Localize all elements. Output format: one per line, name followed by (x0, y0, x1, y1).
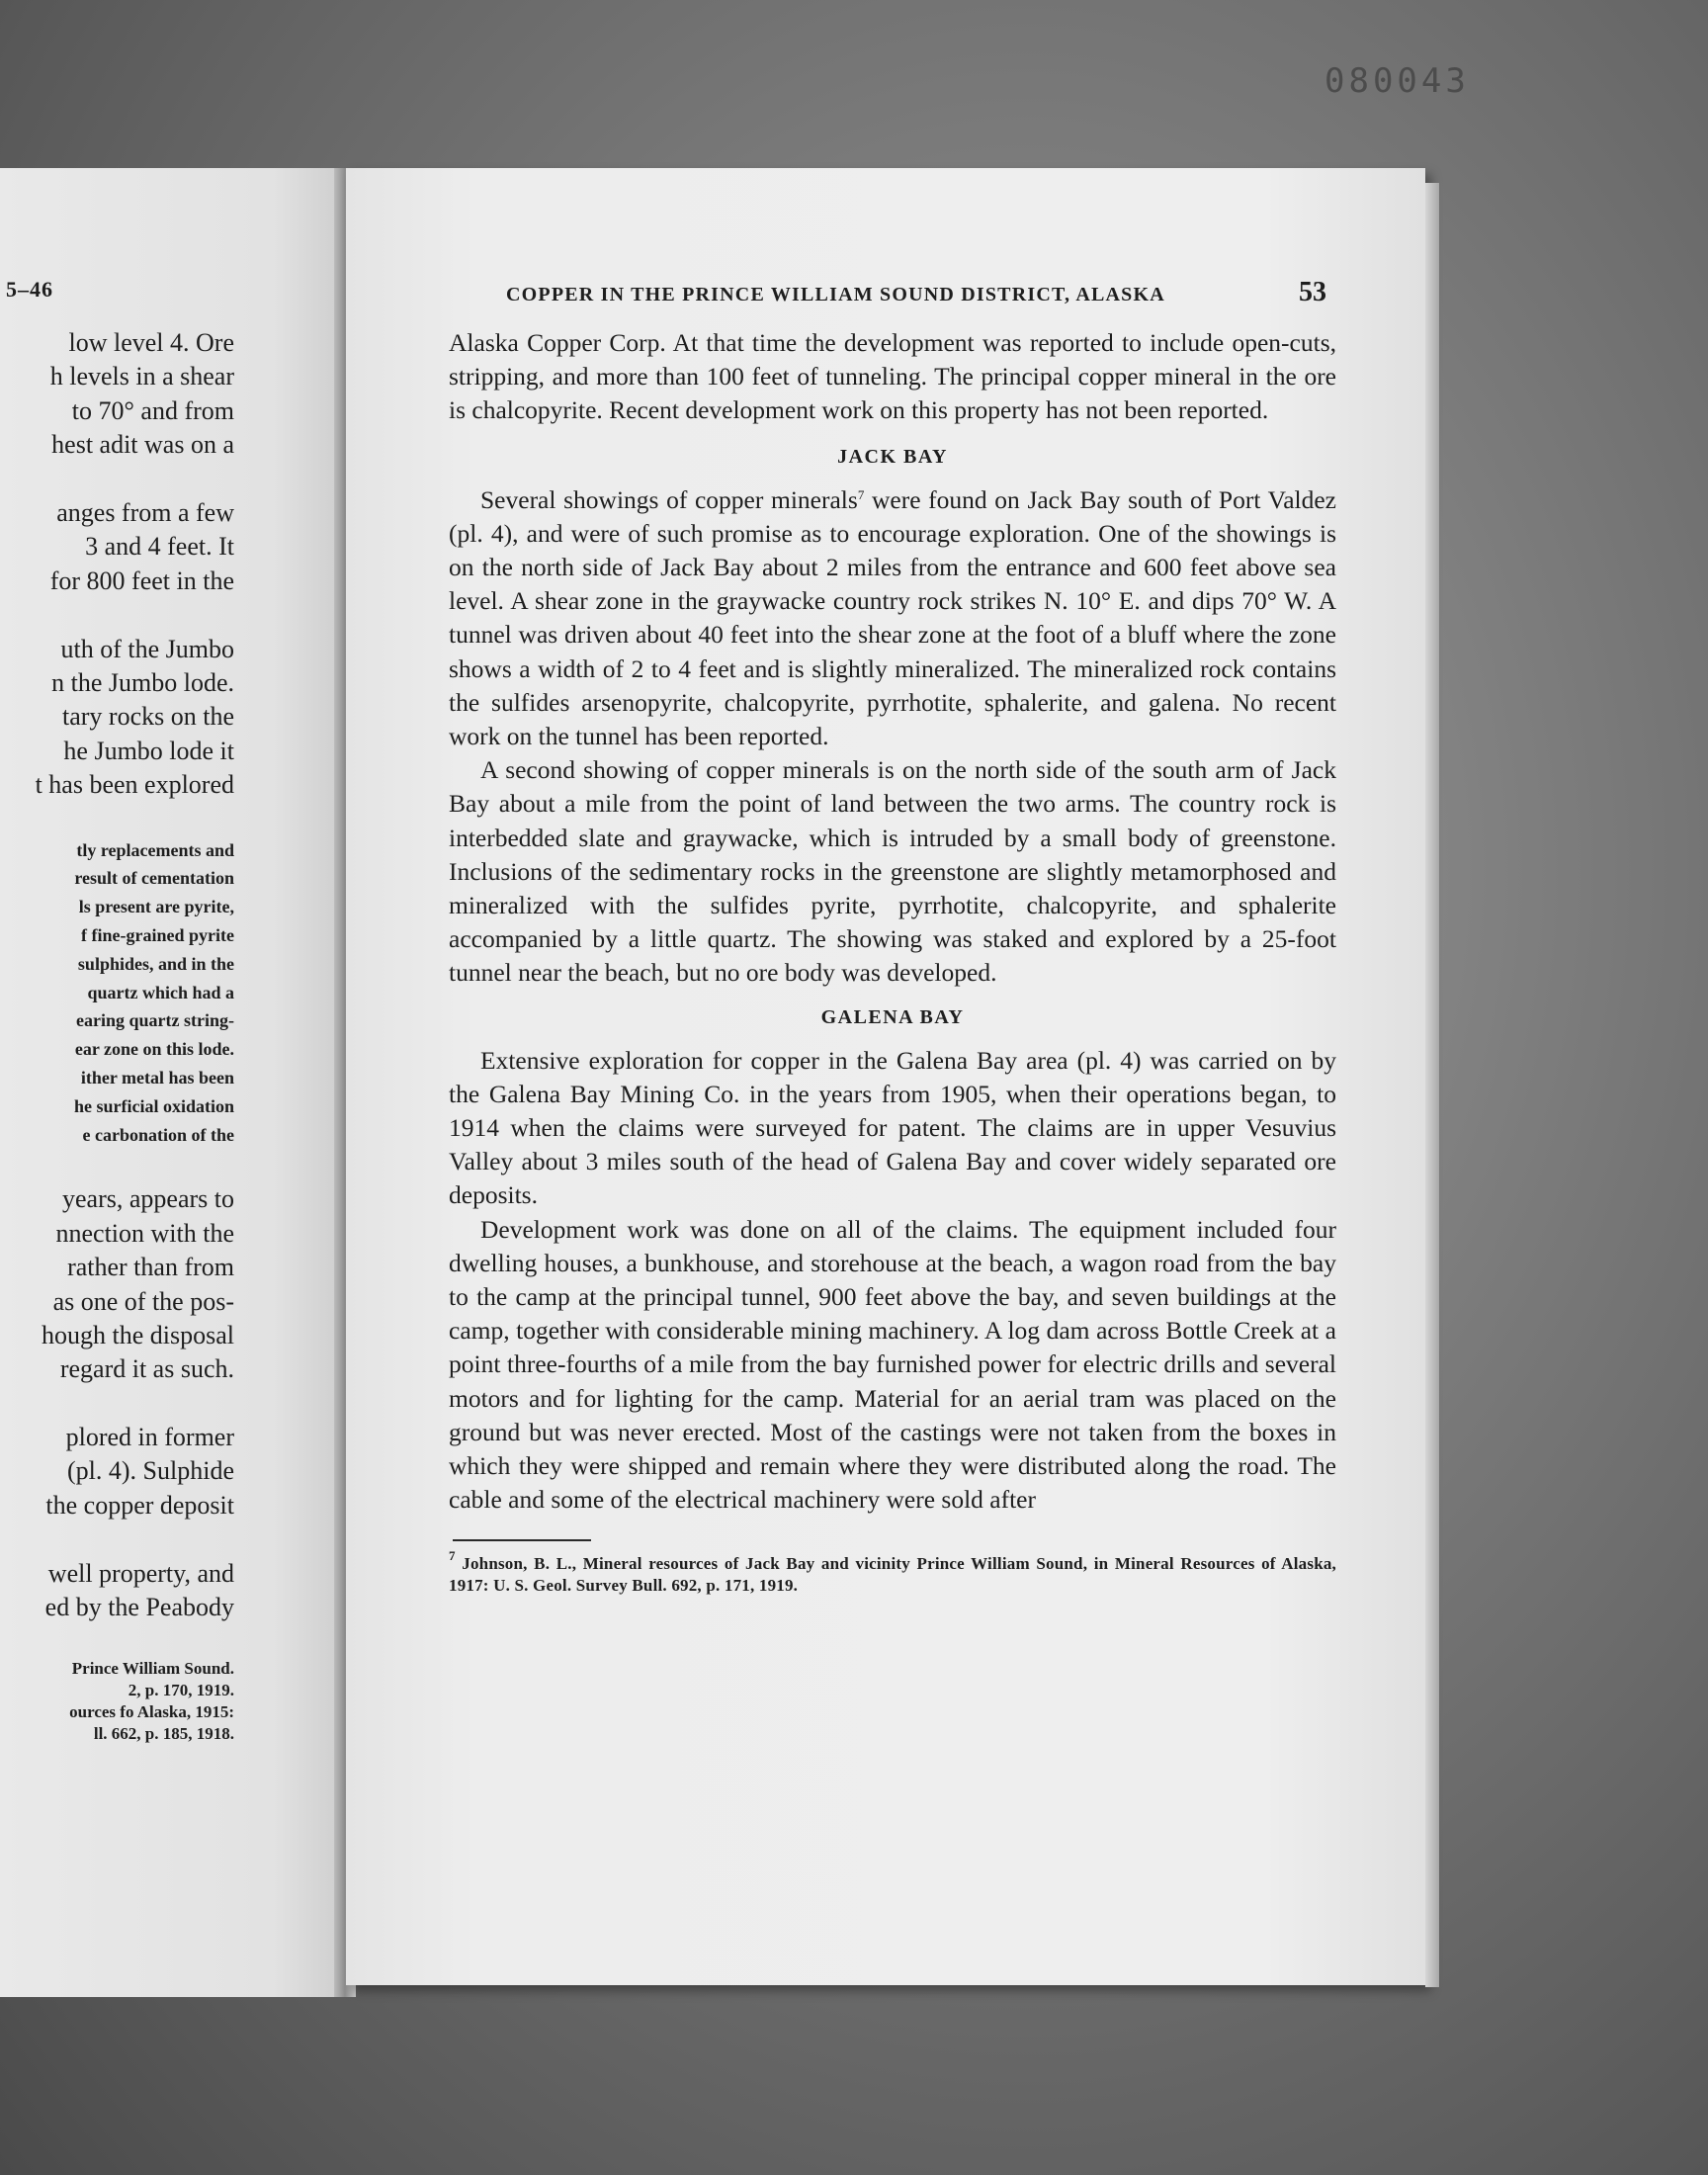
jack-bay-1-rest: were found on Jack Bay south of Port Valdez (pl. 4), and were of such promise as to encourage exploration. One of the showings is on the north side of Jack Bay about 2 miles from the entrance and 600 feet above sea level. A shear zone in the graywacke country rock strikes N. 10° E. and dips 70° W. A tunnel was driven about 40 feet into the shear zone at the foot of a bluff where the zone shows a width of 2 to 4 feet and is slightly mineralized. The mineralized rock contains the sulfides arsenopyrite, chalcopyrite, pyrrhotite, sphalerite, and galena. No recent work on the tunnel has been reported. (449, 484, 1336, 751)
left-page-line: plored in former (65, 1422, 234, 1451)
left-page-line: he surficial oxidation (73, 1095, 234, 1116)
left-page-line: Prince William Sound. (71, 1659, 234, 1679)
paragraph-galena-bay-2: Development work was done on all of the claims. The equipment included four dwelling houses, a bunkhouse, and storehouse at the beach, a wagon road from the bay to the camp at the principal tunnel, 900 feet above the bay, and seven buildings at the camp, together with considerable mining machinery. A log dam across Bottle Creek at a point three-fourths of a mile from the bay furnished power for electric drills and several motors and for lighting for the camp. Material for an aerial tram was placed on the ground but was never erected. Most of the castings were not taken from the boxes in which they were shipped and remain where they were distributed along the road. The cable and some of the electrical machinery were sold after (449, 1214, 1336, 1515)
left-page-lines-2 (0, 1182, 234, 1386)
left-page-line (0, 1522, 234, 1556)
left-page-line: f fine-grained pyrite (81, 925, 234, 946)
left-page-line: sulphides, and in the (77, 953, 234, 974)
left-page-line: years, appears to (62, 1184, 234, 1214)
left-page-line (0, 463, 234, 496)
footnote-text: Johnson, B. L., Mineral resources of Jack Bay and vicinity Prince William Sound, in Mineral Resources of Alaska, 1917: U. S. Geol. Survey Bull. 692, p. 171, 1919. (449, 1553, 1336, 1595)
left-page-line: as one of the pos- (52, 1286, 234, 1316)
page-text (449, 326, 1336, 1597)
left-page-line: t has been explored (35, 770, 234, 800)
left-page-line: the copper deposit (45, 1490, 234, 1520)
paragraph-jack-bay-2: A second showing of copper minerals is on the north side of the south arm of Jack Bay about a mile from the point of land between the two arms. The country rock is interbedded slate and graywacke, which is intruded by a small body of greenstone. Inclusions of the sedimentary rocks in the greenstone are slightly metamorphosed and mineralized with the sulfides pyrite, pyrrhotite, chalcopyrite, and sphalerite accompanied by a little quartz. The showing was staked and explored by a 25-foot tunnel near the beach, but no ore body was developed. (449, 755, 1336, 988)
left-page-line: ed by the Peabody (44, 1592, 234, 1621)
left-page-line: hest adit was on a (51, 430, 234, 460)
left-page-line: ither metal has been (80, 1068, 234, 1088)
running-head (506, 277, 1326, 308)
left-page-line: low level 4. Ore (68, 328, 234, 357)
left-page-line: tly replacements and (76, 839, 234, 860)
heading-jack-bay: JACK BAY (837, 445, 948, 468)
jack-bay-1-start: Several showings of copper minerals (480, 484, 858, 514)
left-page-line: rather than from (67, 1253, 234, 1282)
running-head-title: COPPER IN THE PRINCE WILLIAM SOUND DISTRICT, ALASKA (506, 284, 1165, 305)
footnote-marker: 7 (449, 1547, 456, 1563)
left-page-lines-3 (0, 1421, 234, 1624)
page-53 (346, 168, 1425, 1985)
left-page (0, 168, 341, 1997)
left-page-line: anges from a few (56, 498, 234, 528)
footnote (449, 1547, 1336, 1597)
left-page-line: ll. 662, p. 185, 1918. (93, 1724, 234, 1744)
left-page-small-lines (0, 836, 234, 1150)
left-page-line: quartz which had a (87, 982, 234, 1002)
left-page-body (0, 326, 234, 1745)
heading-galena-bay: GALENA BAY (820, 1005, 965, 1028)
left-page-line: ear zone on this lode. (74, 1039, 234, 1060)
paragraph-jack-bay-1 (449, 483, 1336, 754)
left-page-line: earing quartz string- (76, 1010, 234, 1031)
scan-id-stamp: 080043 (1324, 61, 1470, 101)
page-edge (1425, 183, 1439, 1987)
paragraph-galena-bay-1: Extensive exploration for copper in the Galena Bay area (pl. 4) was carried on by the Galena Bay Mining Co. in the years from 1905, when their operations began, to 1914 when the claims were surveyed for patent. The claims are in upper Vesuvius Valley about 3 miles south of the head of Galena Bay and cover widely separated ore deposits. (449, 1045, 1336, 1210)
left-page-line: 2, p. 170, 1919. (128, 1681, 234, 1700)
left-page-line: ls present are pyrite, (78, 897, 234, 917)
left-page-line: 3 and 4 feet. It (85, 532, 234, 562)
left-page-line: regard it as such. (59, 1354, 234, 1384)
left-page-line: to 70° and from (71, 395, 234, 425)
left-page-line: well property, and (47, 1558, 234, 1588)
left-page-line: he Jumbo lode it (63, 736, 234, 765)
left-page-lines (0, 326, 234, 803)
page-number: 53 (1299, 277, 1326, 307)
left-page-line: ources fo Alaska, 1915: (69, 1702, 234, 1722)
left-page-footnotes (0, 1658, 234, 1745)
footnote-reference: 7 (857, 486, 865, 502)
left-page-line: h levels in a shear (49, 362, 234, 392)
left-page-line (0, 598, 234, 632)
paragraph-intro: Alaska Copper Corp. At that time the development was reported to include open-cuts, stripping, and more than 100 feet of tunneling. The principal copper mineral in the ore is chalcopyrite. Recent development work on this property has not been reported. (449, 328, 1336, 425)
left-page-line: n the Jumbo lode. (51, 668, 234, 698)
footnote-rule (453, 1539, 591, 1541)
left-page-line: uth of the Jumbo (60, 634, 234, 663)
left-page-line: (pl. 4). Sulphide (67, 1456, 234, 1486)
left-page-line: nnection with the (55, 1218, 234, 1248)
left-page-line: for 800 feet in the (49, 566, 234, 595)
left-page-header: 5–46 (6, 277, 53, 302)
left-page-line: result of cementation (74, 868, 234, 889)
left-page-line: e carbonation of the (82, 1124, 234, 1145)
left-page-line: tary rocks on the (61, 702, 234, 732)
left-page-line: hough the disposal (42, 1321, 234, 1350)
